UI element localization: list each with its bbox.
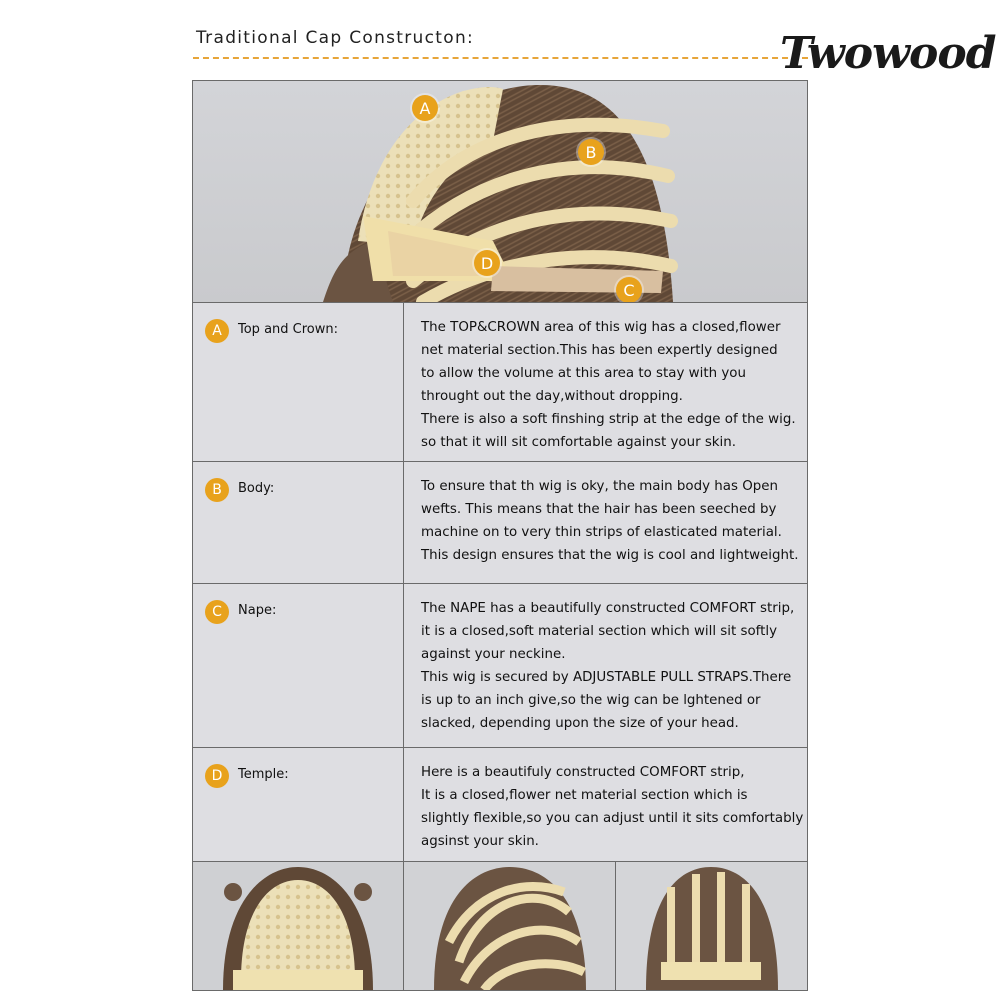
section-description [421,316,805,454]
page-title: Traditional Cap Constructon: [196,28,475,48]
description-line: Here is a beautifuly constructed COMFORT strip, [421,765,745,780]
section-badge: B [205,478,229,502]
description-line: to allow the volume at this area to stay with you [421,366,746,381]
description-line: This wig is secured by ADJUSTABLE PULL STRAPS.There [421,670,792,685]
cap-photo-gallery [193,862,807,990]
description-line: machine on to very thin strips of elasticated material. [421,525,782,540]
section-badge: C [205,600,229,624]
description-line: throught out the day,without dropping. [421,389,683,404]
description-line: wefts. This means that the hair has been seeched by [421,502,777,517]
description-line: There is also a soft finshing strip at the edge of the wig. [421,412,796,427]
section-badge: D [205,764,229,788]
section-label-cell [193,748,404,861]
description-line: slightly flexible,so you can adjust until it sits comfortably [421,811,804,826]
header-divider [193,57,808,59]
description-line: is up to an inch give,so the wig can be lghtened or [421,693,761,708]
brand-logo [780,26,996,82]
description-line: The NAPE has a beautifully constructed COMFORT strip, [421,601,795,616]
section-nape [193,584,807,748]
section-label-cell [193,462,404,583]
brand-logo-text: Twowood [780,28,996,79]
description-line: against your neckine. [421,647,566,662]
nape-cap-image [616,862,807,990]
hero-cap-photo [193,81,807,303]
section-label: Top and Crown: [238,322,339,337]
gallery-photo-top-lace [193,862,404,990]
lace-cap-image [193,862,404,990]
gallery-photo-nape [616,862,807,990]
description-line: agsinst your skin. [421,834,539,849]
section-body [193,462,807,584]
cap-construction-sheet [192,80,808,991]
section-top-and-crown [193,303,807,462]
section-badge: A [205,319,229,343]
description-line: so that it will sit comfortable against your skin. [421,435,737,450]
section-temple [193,748,807,862]
description-line: It is a closed,flower net material section which is [421,788,748,803]
section-description [421,761,805,853]
description-line: net material section.This has been expertly designed [421,343,778,358]
weft-cap-image [404,862,616,990]
description-line: To ensure that th wig is oky, the main body has Open [421,479,778,494]
description-line: The TOP&CROWN area of this wig has a closed,flower [421,320,781,335]
section-description [421,475,805,567]
marker-b: B [578,139,604,165]
gallery-photo-open-wefts [404,862,616,990]
cap-illustration [193,81,807,302]
marker-c: C [616,277,642,303]
marker-a: A [412,95,438,121]
section-label-cell [193,584,404,747]
description-line: This design ensures that the wig is cool and lightweight. [421,548,799,563]
section-label: Temple: [238,767,289,782]
section-description [421,597,805,735]
section-label: Body: [238,481,275,496]
marker-d: D [474,250,500,276]
description-line: slacked, depending upon the size of your head. [421,716,739,731]
description-line: it is a closed,soft material section which will sit softly [421,624,778,639]
section-label: Nape: [238,603,277,618]
section-label-cell [193,303,404,461]
